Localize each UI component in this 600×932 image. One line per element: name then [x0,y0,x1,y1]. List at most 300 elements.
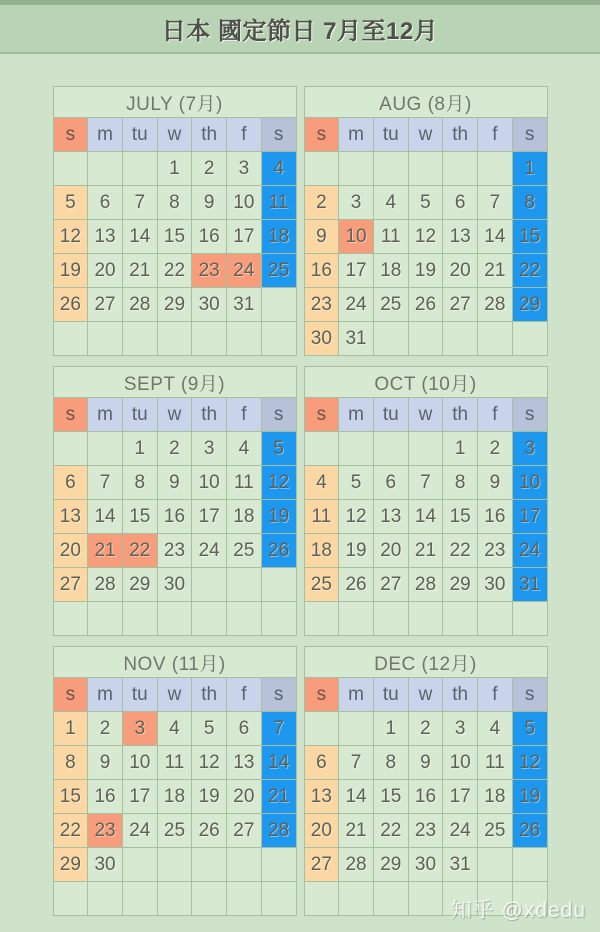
date-cell-aug-6: 6 [443,186,478,220]
date-cell-oct-31: 31 [512,568,547,602]
dow-header-saturday: s [261,118,296,152]
date-cell-aug-16: 16 [304,254,339,288]
date-cell-oct-22: 22 [443,534,478,568]
month-calendar-july [53,86,297,356]
date-cell-oct-17: 17 [512,500,547,534]
month-title: OCT (10月) [304,367,547,398]
dow-header-m: m [339,118,374,152]
watermark: 知乎 @xdedu [450,899,586,922]
week-row [53,500,296,534]
empty-cell [157,882,192,916]
date-cell-nov-26: 26 [192,814,227,848]
empty-cell [192,322,227,356]
date-cell-dec-16: 16 [408,780,443,814]
empty-cell [53,152,88,186]
date-cell-july-2: 2 [192,152,227,186]
week-row [304,432,547,466]
date-cell-july-17: 17 [227,220,262,254]
date-cell-dec-7: 7 [339,746,374,780]
date-cell-oct-3: 3 [512,432,547,466]
week-row [304,780,547,814]
week-row [304,322,547,356]
date-cell-oct-18: 18 [304,534,339,568]
dow-header-f: f [478,398,513,432]
date-cell-july-18: 18 [261,220,296,254]
dow-header-w: w [408,398,443,432]
date-cell-sept-6: 6 [53,466,88,500]
date-cell-oct-8: 8 [443,466,478,500]
empty-cell [443,322,478,356]
week-row [53,882,296,916]
date-cell-july-21: 21 [122,254,157,288]
date-cell-july-23: 23 [192,254,227,288]
dow-header-w: w [157,118,192,152]
empty-cell [53,322,88,356]
empty-cell [88,882,123,916]
empty-cell [53,882,88,916]
dow-header-th: th [443,678,478,712]
date-cell-dec-29: 29 [373,848,408,882]
date-cell-dec-4: 4 [478,712,513,746]
week-row [53,432,296,466]
date-cell-oct-28: 28 [408,568,443,602]
date-cell-oct-2: 2 [478,432,513,466]
date-cell-sept-5: 5 [261,432,296,466]
date-cell-sept-22: 22 [122,534,157,568]
empty-cell [443,602,478,636]
week-row [53,780,296,814]
date-cell-aug-1: 1 [512,152,547,186]
date-cell-sept-25: 25 [227,534,262,568]
date-cell-oct-4: 4 [304,466,339,500]
date-cell-aug-28: 28 [478,288,513,322]
date-cell-nov-6: 6 [227,712,262,746]
date-cell-aug-8: 8 [512,186,547,220]
date-cell-dec-20: 20 [304,814,339,848]
date-cell-sept-26: 26 [261,534,296,568]
dow-header-th: th [443,118,478,152]
date-cell-aug-22: 22 [512,254,547,288]
date-cell-dec-22: 22 [373,814,408,848]
date-cell-oct-11: 11 [304,500,339,534]
week-row [53,322,296,356]
date-cell-july-6: 6 [88,186,123,220]
month-calendar-aug [304,86,548,356]
date-cell-aug-4: 4 [373,186,408,220]
week-row [53,568,296,602]
date-cell-sept-23: 23 [157,534,192,568]
date-cell-sept-11: 11 [227,466,262,500]
date-cell-july-25: 25 [261,254,296,288]
date-cell-july-11: 11 [261,186,296,220]
week-row [53,712,296,746]
date-cell-nov-15: 15 [53,780,88,814]
date-cell-oct-9: 9 [478,466,513,500]
empty-cell [478,602,513,636]
dow-header-sunday: s [304,398,339,432]
date-cell-july-30: 30 [192,288,227,322]
date-cell-dec-17: 17 [443,780,478,814]
date-cell-aug-31: 31 [339,322,374,356]
date-cell-nov-17: 17 [122,780,157,814]
date-cell-aug-27: 27 [443,288,478,322]
date-cell-july-16: 16 [192,220,227,254]
date-cell-dec-27: 27 [304,848,339,882]
date-cell-dec-24: 24 [443,814,478,848]
date-cell-july-8: 8 [157,186,192,220]
date-cell-oct-5: 5 [339,466,374,500]
empty-cell [227,882,262,916]
empty-cell [157,322,192,356]
date-cell-dec-30: 30 [408,848,443,882]
dow-header-th: th [443,398,478,432]
date-cell-sept-28: 28 [88,568,123,602]
date-cell-sept-27: 27 [53,568,88,602]
date-cell-nov-2: 2 [88,712,123,746]
week-row [53,602,296,636]
month-calendar-oct [304,366,548,636]
dow-header-f: f [227,398,262,432]
date-cell-dec-5: 5 [512,712,547,746]
date-cell-july-19: 19 [53,254,88,288]
date-cell-dec-8: 8 [373,746,408,780]
date-cell-dec-28: 28 [339,848,374,882]
date-cell-sept-17: 17 [192,500,227,534]
dow-header-saturday: s [261,678,296,712]
date-cell-aug-30: 30 [304,322,339,356]
date-cell-aug-15: 15 [512,220,547,254]
date-cell-nov-13: 13 [227,746,262,780]
month-title-row [53,647,296,678]
date-cell-sept-18: 18 [227,500,262,534]
empty-cell [227,848,262,882]
date-cell-dec-25: 25 [478,814,513,848]
date-cell-july-12: 12 [53,220,88,254]
date-cell-oct-27: 27 [373,568,408,602]
date-cell-aug-29: 29 [512,288,547,322]
week-row [304,602,547,636]
date-cell-dec-31: 31 [443,848,478,882]
date-cell-aug-21: 21 [478,254,513,288]
date-cell-aug-10: 10 [339,220,374,254]
date-cell-dec-2: 2 [408,712,443,746]
empty-cell [53,602,88,636]
date-cell-aug-12: 12 [408,220,443,254]
date-cell-july-24: 24 [227,254,262,288]
date-cell-nov-4: 4 [157,712,192,746]
dow-header-tu: tu [122,118,157,152]
month-title-row [304,87,547,118]
date-cell-oct-16: 16 [478,500,513,534]
date-cell-aug-11: 11 [373,220,408,254]
date-cell-aug-5: 5 [408,186,443,220]
dow-header-sunday: s [53,118,88,152]
date-cell-dec-14: 14 [339,780,374,814]
date-cell-oct-23: 23 [478,534,513,568]
date-cell-nov-19: 19 [192,780,227,814]
empty-cell [304,712,339,746]
date-cell-sept-2: 2 [157,432,192,466]
date-cell-nov-21: 21 [261,780,296,814]
week-row [304,466,547,500]
date-cell-aug-9: 9 [304,220,339,254]
date-cell-july-14: 14 [122,220,157,254]
dow-header-saturday: s [512,678,547,712]
date-cell-nov-3: 3 [122,712,157,746]
month-calendar-nov [53,646,297,916]
date-cell-nov-23: 23 [88,814,123,848]
empty-cell [88,602,123,636]
empty-cell [261,288,296,322]
empty-cell [192,602,227,636]
date-cell-july-20: 20 [88,254,123,288]
month-title: DEC (12月) [304,647,547,678]
date-cell-sept-24: 24 [192,534,227,568]
dow-header-f: f [478,118,513,152]
day-of-week-header-row [304,398,547,432]
date-cell-nov-9: 9 [88,746,123,780]
empty-cell [157,602,192,636]
dow-header-sunday: s [304,678,339,712]
week-row [304,254,547,288]
dow-header-sunday: s [304,118,339,152]
dow-header-w: w [157,678,192,712]
dow-header-w: w [157,398,192,432]
date-cell-sept-21: 21 [88,534,123,568]
empty-cell [339,712,374,746]
month-title: JULY (7月) [53,87,296,118]
week-row [53,152,296,186]
date-cell-sept-13: 13 [53,500,88,534]
date-cell-nov-20: 20 [227,780,262,814]
empty-cell [408,432,443,466]
week-row [304,568,547,602]
date-cell-aug-20: 20 [443,254,478,288]
date-cell-dec-19: 19 [512,780,547,814]
empty-cell [304,432,339,466]
date-cell-july-15: 15 [157,220,192,254]
month-title: SEPT (9月) [53,367,296,398]
dow-header-f: f [478,678,513,712]
date-cell-nov-10: 10 [122,746,157,780]
empty-cell [478,152,513,186]
empty-cell [304,152,339,186]
month-title-row [304,367,547,398]
empty-cell [408,322,443,356]
date-cell-july-3: 3 [227,152,262,186]
empty-cell [443,152,478,186]
empty-cell [227,602,262,636]
date-cell-july-27: 27 [88,288,123,322]
dow-header-saturday: s [512,118,547,152]
date-cell-nov-29: 29 [53,848,88,882]
empty-cell [339,152,374,186]
date-cell-sept-14: 14 [88,500,123,534]
date-cell-sept-10: 10 [192,466,227,500]
empty-cell [408,602,443,636]
date-cell-sept-8: 8 [122,466,157,500]
empty-cell [373,602,408,636]
empty-cell [261,322,296,356]
dow-header-th: th [192,678,227,712]
empty-cell [261,568,296,602]
date-cell-dec-26: 26 [512,814,547,848]
date-cell-nov-22: 22 [53,814,88,848]
empty-cell [261,882,296,916]
empty-cell [261,602,296,636]
date-cell-sept-16: 16 [157,500,192,534]
date-cell-oct-20: 20 [373,534,408,568]
date-cell-july-31: 31 [227,288,262,322]
date-cell-sept-20: 20 [53,534,88,568]
date-cell-aug-3: 3 [339,186,374,220]
date-cell-aug-13: 13 [443,220,478,254]
date-cell-nov-27: 27 [227,814,262,848]
dow-header-f: f [227,678,262,712]
date-cell-july-29: 29 [157,288,192,322]
date-cell-oct-12: 12 [339,500,374,534]
week-row [304,712,547,746]
date-cell-aug-18: 18 [373,254,408,288]
date-cell-july-5: 5 [53,186,88,220]
week-row [304,288,547,322]
dow-header-th: th [192,118,227,152]
week-row [53,466,296,500]
dow-header-tu: tu [373,398,408,432]
week-row [53,534,296,568]
date-cell-nov-16: 16 [88,780,123,814]
date-cell-aug-26: 26 [408,288,443,322]
month-title-row [53,87,296,118]
date-cell-dec-11: 11 [478,746,513,780]
date-cell-oct-25: 25 [304,568,339,602]
empty-cell [53,432,88,466]
date-cell-oct-14: 14 [408,500,443,534]
date-cell-sept-4: 4 [227,432,262,466]
empty-cell [512,322,547,356]
date-cell-nov-25: 25 [157,814,192,848]
date-cell-oct-21: 21 [408,534,443,568]
date-cell-dec-1: 1 [373,712,408,746]
date-cell-sept-1: 1 [122,432,157,466]
date-cell-dec-15: 15 [373,780,408,814]
date-cell-oct-1: 1 [443,432,478,466]
empty-cell [408,882,443,916]
date-cell-july-7: 7 [122,186,157,220]
date-cell-sept-30: 30 [157,568,192,602]
month-title-row [304,647,547,678]
week-row [304,848,547,882]
empty-cell [339,882,374,916]
date-cell-aug-24: 24 [339,288,374,322]
date-cell-dec-18: 18 [478,780,513,814]
week-row [304,220,547,254]
date-cell-sept-3: 3 [192,432,227,466]
empty-cell [261,848,296,882]
empty-cell [227,322,262,356]
empty-cell [478,848,513,882]
date-cell-july-22: 22 [157,254,192,288]
date-cell-sept-19: 19 [261,500,296,534]
week-row [304,534,547,568]
dow-header-saturday: s [261,398,296,432]
day-of-week-header-row [304,118,547,152]
week-row [53,254,296,288]
month-title: AUG (8月) [304,87,547,118]
month-calendar-sept [53,366,297,636]
empty-cell [88,322,123,356]
week-row [304,152,547,186]
empty-cell [192,882,227,916]
date-cell-dec-3: 3 [443,712,478,746]
dow-header-sunday: s [53,398,88,432]
date-cell-aug-19: 19 [408,254,443,288]
week-row [53,746,296,780]
date-cell-july-28: 28 [122,288,157,322]
dow-header-m: m [339,398,374,432]
day-of-week-header-row [53,118,296,152]
date-cell-aug-23: 23 [304,288,339,322]
month-calendar-dec [304,646,548,916]
week-row [53,288,296,322]
date-cell-nov-1: 1 [53,712,88,746]
date-cell-nov-24: 24 [122,814,157,848]
week-row [53,814,296,848]
date-cell-aug-2: 2 [304,186,339,220]
date-cell-oct-19: 19 [339,534,374,568]
dow-header-tu: tu [122,678,157,712]
date-cell-aug-7: 7 [478,186,513,220]
day-of-week-header-row [53,678,296,712]
empty-cell [339,432,374,466]
date-cell-nov-14: 14 [261,746,296,780]
empty-cell [192,568,227,602]
date-cell-dec-10: 10 [443,746,478,780]
empty-cell [227,568,262,602]
dow-header-m: m [88,118,123,152]
date-cell-nov-28: 28 [261,814,296,848]
date-cell-dec-23: 23 [408,814,443,848]
dow-header-th: th [192,398,227,432]
date-cell-nov-8: 8 [53,746,88,780]
date-cell-nov-12: 12 [192,746,227,780]
week-row [304,814,547,848]
date-cell-july-10: 10 [227,186,262,220]
empty-cell [304,882,339,916]
date-cell-aug-17: 17 [339,254,374,288]
empty-cell [373,152,408,186]
dow-header-w: w [408,678,443,712]
dow-header-m: m [88,678,123,712]
date-cell-nov-5: 5 [192,712,227,746]
page-title: 日本 國定節日 7月至12月 [161,18,439,45]
date-cell-sept-9: 9 [157,466,192,500]
date-cell-dec-9: 9 [408,746,443,780]
empty-cell [373,432,408,466]
dow-header-m: m [88,398,123,432]
empty-cell [408,152,443,186]
date-cell-oct-26: 26 [339,568,374,602]
empty-cell [373,882,408,916]
dow-header-tu: tu [373,118,408,152]
date-cell-nov-30: 30 [88,848,123,882]
date-cell-dec-6: 6 [304,746,339,780]
empty-cell [192,848,227,882]
date-cell-july-1: 1 [157,152,192,186]
empty-cell [88,152,123,186]
empty-cell [157,848,192,882]
dow-header-tu: tu [373,678,408,712]
